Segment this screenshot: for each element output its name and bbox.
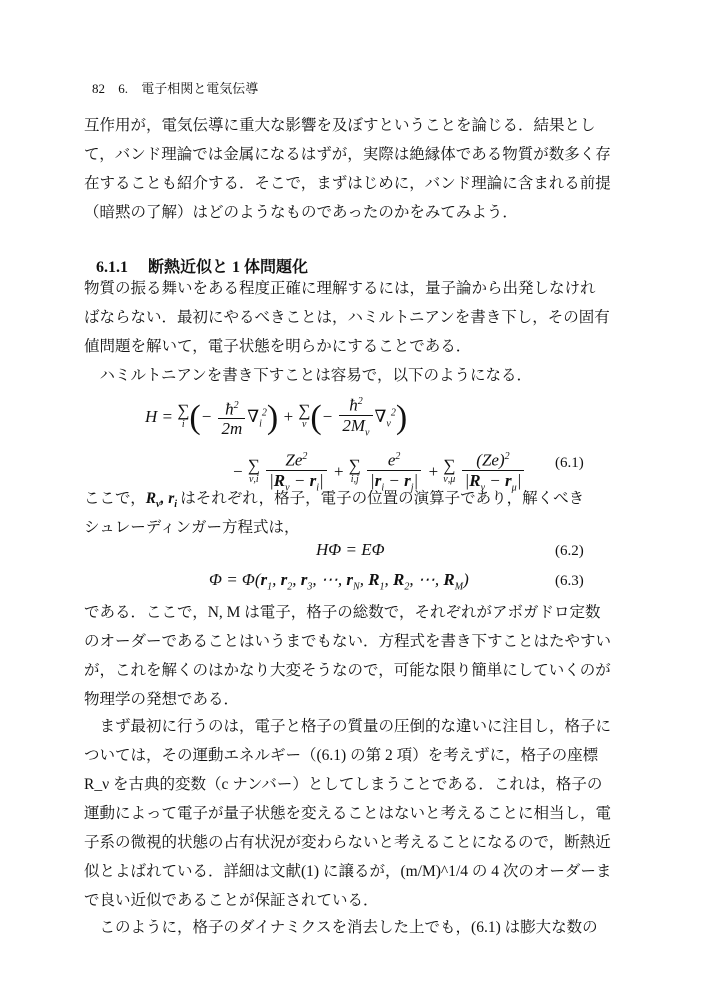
equation-number: (6.1) [555, 455, 584, 471]
equation-number: (6.2) [555, 543, 584, 559]
text-line: 運動によって電子が量子状態を変えることはないと考えることに相当し，電 [84, 805, 612, 822]
text-span: ここで， [84, 490, 146, 507]
text-span: はそれぞれ，格子，電子の位置の演算子であり，解くべき [180, 490, 585, 507]
text-line: （暗黙の了解）はどのようなものであったのかをみてみよう． [84, 204, 518, 221]
chapter-number: 6. [118, 81, 128, 96]
text-line: 在することも紹介する．そこで，まずはじめに，バンド理論に含まれる前提 [84, 175, 611, 192]
text-line: が，これを解くのはかなり大変そうなので，可能な限り簡単にしていくのが [84, 662, 611, 679]
text-line: 互作用が，電気伝導に重大な影響を及ぼすということを論じる．結果とし [84, 117, 596, 134]
paragraph-4 [84, 712, 620, 915]
paragraph-3 [84, 598, 620, 714]
equation-6-1-line-2: − ∑ ν,i $\frac{Ze^2}{|R_\nu - r_i|}$ + ∑ i,j $\frac{e^2}{|r_i - r_j|}$ + ∑ ν,μ $\frac{(Ze)^2}{|R_\nu - r_\mu|}$ [232, 448, 526, 498]
math-inline: $R_\nu$, $r_i$ [145, 490, 178, 511]
chapter-title: 電子相関と電気伝導 [141, 81, 259, 96]
text-line: 子系の微視的状態の占有状況が変わらないと考えることになるので，断熱近 [84, 834, 611, 851]
equation-6-3: $\Phi = \Phi(r_1$, $r_2$, $r_3$, ⋯, $r_N$, $R_1$, $R_2$, ⋯, $R_M$) [209, 570, 469, 593]
section-number: 6.1.1 [96, 259, 128, 276]
text-line: 物質の振る舞いをある程度正確に理解するには，量子論から出発しなけれ [84, 280, 596, 297]
text-line: て，バンド理論では金属になるはずが，実際は絶縁体である物質が数多く存 [84, 146, 611, 163]
paragraph-5 [84, 913, 620, 942]
text-line: ハミルトニアンを書き下すことは容易で，以下のようになる． [84, 367, 532, 384]
text-line: で良い近似であることが保証されている． [84, 892, 379, 909]
equation-6-1-line-1: H = ∑ i (− $\frac{ħ^2}{2m}$ $\nabla_i^2$) + ∑ ν (− $\frac{ħ^2}{2M_\nu}$ $\nabla_\nu^2$) [145, 393, 407, 443]
equation-number: (6.3) [555, 573, 584, 589]
running-header [92, 78, 268, 97]
paragraph-1 [84, 274, 620, 390]
text-line: まず最初に行うのは，電子と格子の質量の圧倒的な違いに注目し，格子に [84, 718, 612, 735]
text-line: ついては，その運動エネルギー（(6.1) の第 2 項）を考えずに，格子の座標 [84, 747, 599, 764]
text-line: のオーダーであることはいうまでもない．方程式を書き下すことはたやすい [84, 633, 612, 650]
text-line: このように，格子のダイナミクスを消去した上でも，(6.1) は膨大な数の [84, 919, 598, 936]
text-line: 値問題を解いて，電子状態を明らかにすることである． [84, 338, 472, 355]
text-line: 似とよばれている．詳細は文献(1) に譲るが，(m/M)^1/4 の 4 次のオーダーま [84, 863, 612, 880]
page-number: 82 [92, 81, 105, 96]
equation-6-2: HΦ = EΦ [316, 540, 385, 559]
text-line: ばならない．最初にやるべきことは，ハミルトニアンを書き下し，その固有 [84, 309, 610, 326]
text-line: R_ν を古典的変数（c ナンバー）としてしまうことである．これは，格子の [84, 776, 603, 793]
paragraph-2 [84, 484, 620, 542]
text-line: シュレーディンガー方程式は， [84, 519, 300, 536]
intro-paragraph [84, 111, 620, 227]
text-line: である．ここで，N, M は電子，格子の総数で，それぞれがアボガドロ定数 [84, 604, 601, 621]
text-line [84, 484, 620, 513]
text-line: 物理学の発想である． [84, 691, 240, 708]
section-title: 断熱近似と 1 体問題化 [148, 259, 309, 276]
